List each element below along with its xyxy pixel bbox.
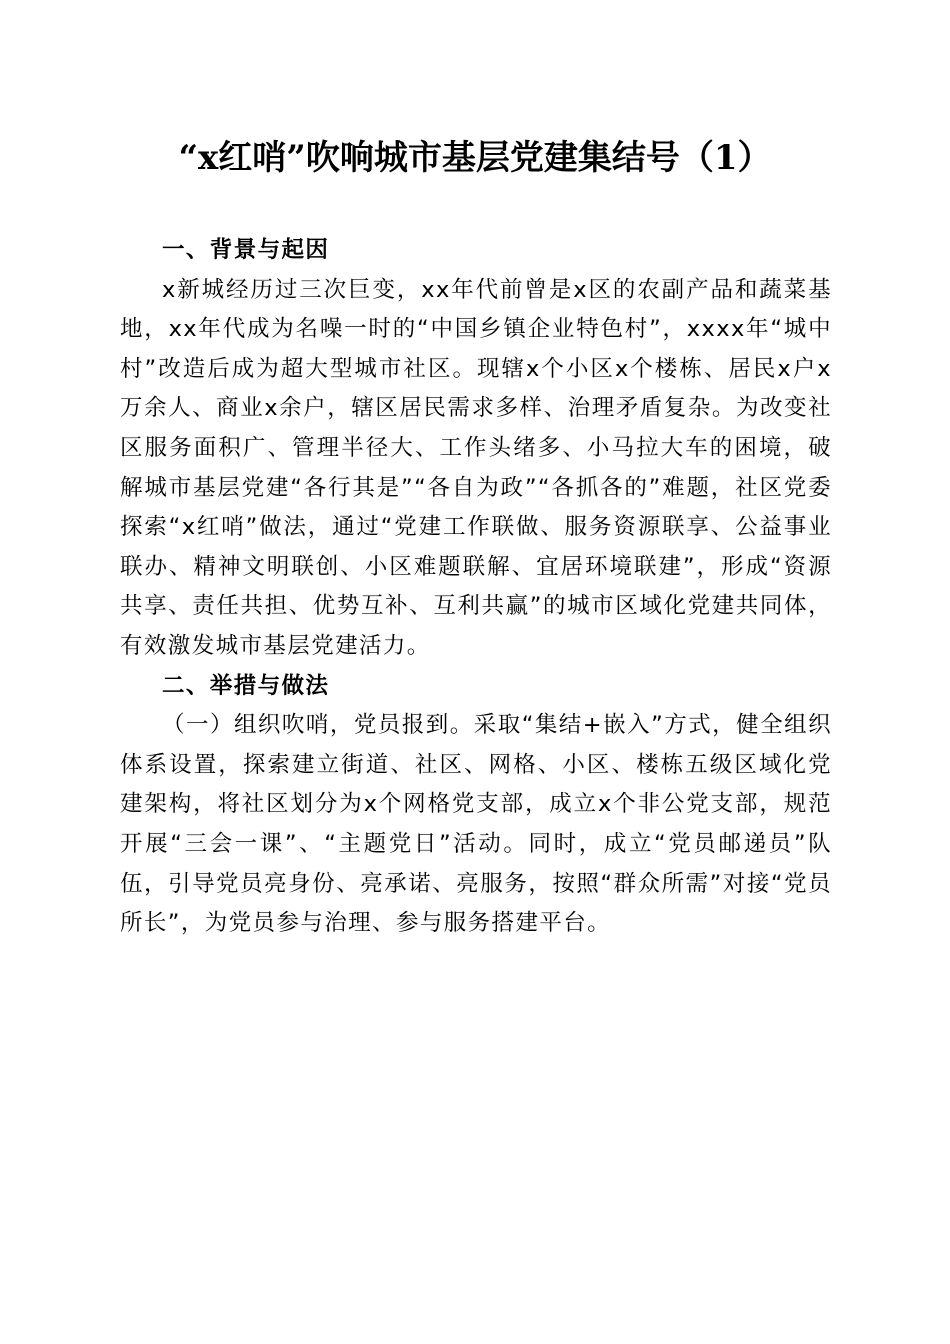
section-paragraph-background: x新城经历过三次巨变，xx年代前曾是x区的农副产品和蔬菜基地，xx年代成为名噪一时的“中国乡镇企业特色村”，xxxx年“城中村”改造后成为超大型城市社区。现辖x个小区x个楼栋、居民x户x万余人、商业x余户，辖区居民需求多样、治理矛盾复杂。为改变社区服务面积广、管理半径大、工作头绪多、小马拉大车的困境，破解城市基层党建“各行其是”“各自为政”“各抓各的”难题，社区党委探索“x红哨”做法，通过“党建工作联做、服务资源联享、公益事业联办、精神文明联创、小区难题联解、宜居环境联建”，形成“资源共享、责任共担、优势互补、互利共赢”的城市区域化党建共同体，有效激发城市基层党建活力。: [120, 276, 832, 659]
document-body: [120, 231, 832, 944]
section-paragraph-measures: （一）组织吹哨，党员报到。采取“集结+嵌入”方式，健全组织体系设置，探索建立街道、社区、网格、小区、楼栋五级区域化党建架构，将社区划分为x个网格党支部，成立x个非公党支部，规范开展“三会一课”、“主题党日”活动。同时，成立“党员邮递员”队伍，引导党员亮身份、亮承诺、亮服务，按照“群众所需”对接“党员所长”，为党员参与治理、参与服务搭建平台。: [120, 712, 832, 937]
document-title: “x红哨”吹响城市基层党建集结号（1）: [178, 138, 772, 178]
section-heading-measures: 二、举措与做法: [162, 672, 330, 699]
section-heading-background: 一、背景与起因: [162, 237, 330, 263]
